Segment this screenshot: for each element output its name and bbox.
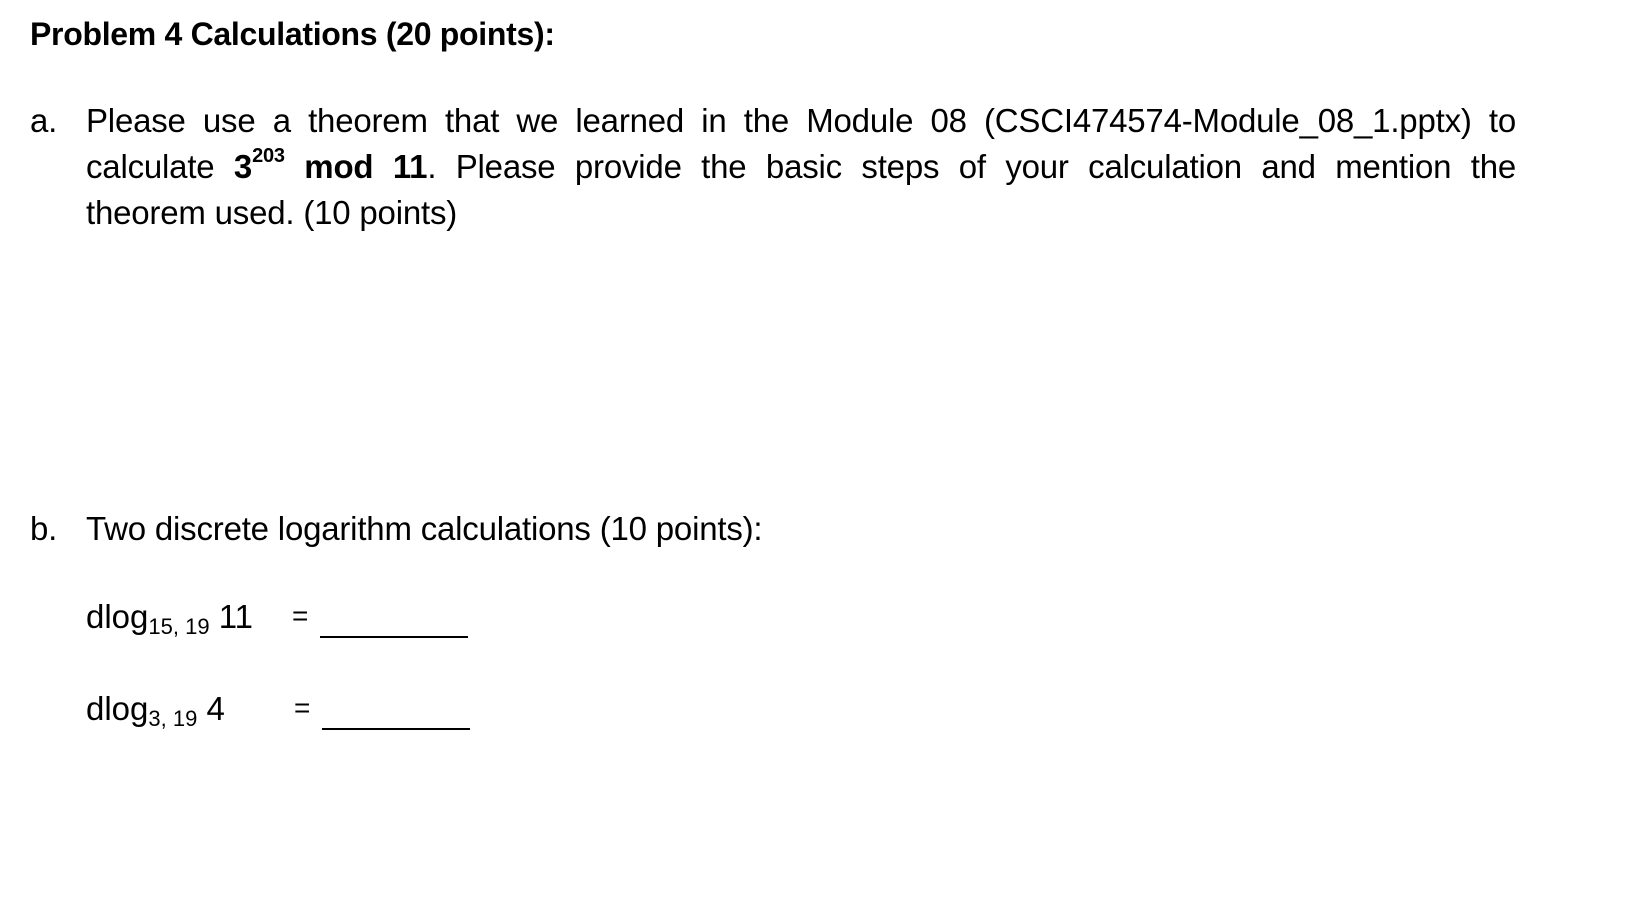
dlog-function-1: dlog [86, 598, 149, 635]
mod-expression: mod 11 [284, 148, 428, 185]
dlog-argument-2: 4 [197, 690, 225, 727]
equals-sign-1: = [292, 600, 309, 631]
part-a [30, 98, 1590, 236]
dlog-function-2: dlog [86, 690, 149, 727]
part-a-line-2-prefix: calculate [86, 148, 234, 185]
part-b [30, 506, 1230, 552]
dlog-question-1 [86, 598, 506, 648]
answer-blank-1[interactable] [320, 636, 468, 638]
part-a-marker: a. [30, 102, 58, 139]
part-a-line-2 [86, 144, 1516, 190]
part-a-line-1: Please use a theorem that we learned in the Module 08 (CSCI474574-Module_08_1.pptx) to [86, 102, 1516, 139]
part-b-heading: Two discrete logarithm calculations (10 points): [86, 510, 763, 547]
part-a-text [86, 98, 1590, 236]
dlog-subscript-2: 3, 19 [148, 706, 198, 731]
dlog-subscript-1: 15, 19 [148, 614, 210, 639]
dlog-expression-1 [86, 598, 253, 639]
part-a-line-3: theorem used. (10 points) [86, 194, 458, 231]
power-exponent: 203 [252, 145, 285, 167]
power-base: 3 [233, 148, 253, 185]
dlog-argument-1: 11 [209, 598, 253, 635]
answer-blank-2[interactable] [322, 728, 470, 730]
part-a-line-2-suffix: . Please provide the basic steps of your calculation and mention the [427, 148, 1516, 185]
problem-title: Problem 4 Calculations (20 points): [30, 16, 555, 52]
dlog-expression-2 [86, 690, 225, 731]
dlog-question-2 [86, 690, 506, 740]
equals-sign-2: = [294, 692, 311, 723]
part-b-marker: b. [30, 510, 58, 547]
